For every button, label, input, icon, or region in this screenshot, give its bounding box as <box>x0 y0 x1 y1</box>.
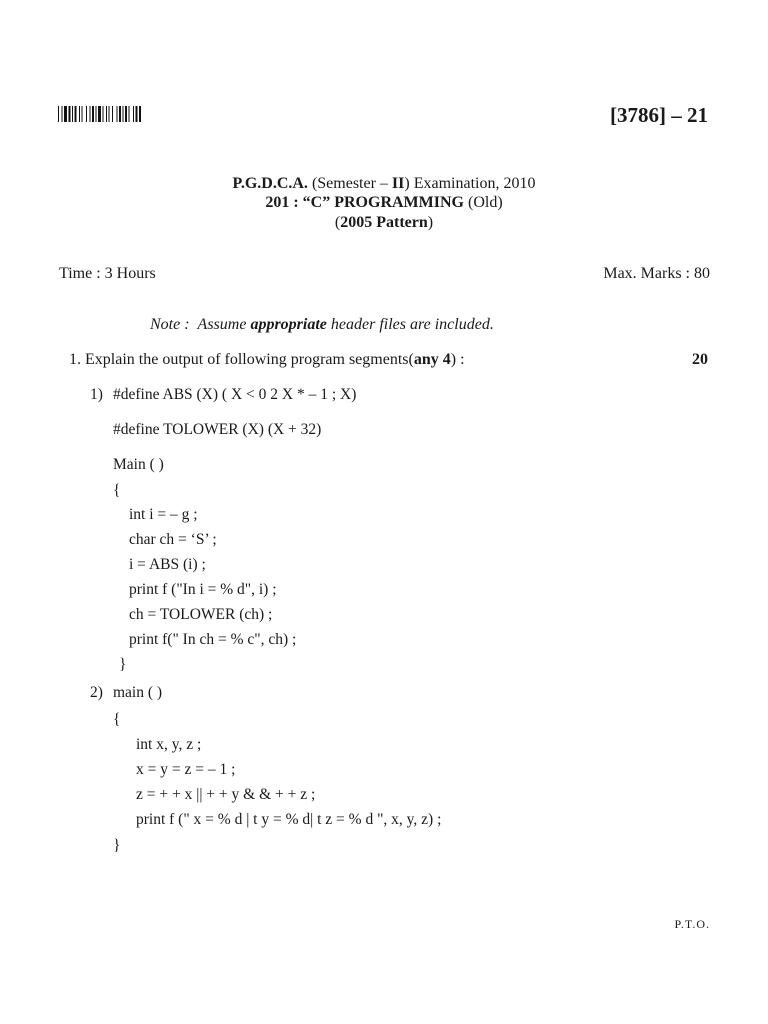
barcode <box>58 106 176 122</box>
question-1-marks: 20 <box>692 351 708 368</box>
exam-title-examination: ) Examination, 2010 <box>404 175 536 192</box>
code-line: int x, y, z ; <box>136 736 202 753</box>
note-text-bold: appropriate <box>250 316 327 333</box>
time-allowed: Time : 3 Hours <box>59 265 156 282</box>
pattern-open-paren: ( <box>334 214 341 231</box>
pattern-close-paren: ) <box>427 214 434 231</box>
page-turn-over: P.T.O. <box>674 917 710 931</box>
exam-title-course: P.G.D.C.A. <box>232 175 308 192</box>
note-label: Note : <box>150 316 190 333</box>
code-line: } <box>113 837 121 854</box>
subject-title-name: 201 : “C” PROGRAMMING <box>265 194 464 211</box>
exam-title <box>0 175 768 193</box>
question-1-text-a: 1. Explain the output of following program segments( <box>69 351 414 368</box>
question-1-text-b: ) : <box>450 351 465 368</box>
code-line: Main ( ) <box>113 456 164 473</box>
code-line: print f(" In ch = % c", ch) ; <box>129 631 297 648</box>
code-line: i = ABS (i) ; <box>129 556 206 573</box>
code-line: int i = – g ; <box>129 506 198 523</box>
question-1-any: any 4 <box>413 351 451 368</box>
code-line: x = y = z = – 1 ; <box>136 761 236 778</box>
pattern-title <box>0 214 768 232</box>
code-line: print f ("In i = % d", i) ; <box>129 581 277 598</box>
program-2-number: 2) <box>90 684 103 701</box>
code-line: } <box>119 656 127 673</box>
note-text-b: header files are included. <box>326 316 494 333</box>
pattern-text: 2005 Pattern <box>340 214 428 231</box>
note-text-a: Assume <box>197 316 251 333</box>
code-line: print f (" x = % d | t y = % d| t z = % d ", x, y, z) ; <box>136 811 442 828</box>
paper-code: [3786] – 21 <box>610 103 708 127</box>
subject-title <box>0 194 768 212</box>
max-marks: Max. Marks : 80 <box>603 265 710 282</box>
code-line: z = + + x || + + y & & + + z ; <box>136 786 316 803</box>
note <box>150 316 494 334</box>
exam-title-semester-prefix: (Semester – <box>307 175 392 192</box>
code-line: char ch = ‘S’ ; <box>129 531 217 548</box>
code-line: #define ABS (X) ( X < 0 2 X * – 1 ; X) <box>113 386 357 403</box>
subject-title-old: (Old) <box>463 194 503 211</box>
program-1-number: 1) <box>90 386 103 403</box>
code-line: #define TOLOWER (X) (X + 32) <box>113 421 322 438</box>
exam-title-semester: II <box>391 175 405 192</box>
code-line: main ( ) <box>113 684 163 701</box>
code-line: { <box>113 482 121 499</box>
code-line: ch = TOLOWER (ch) ; <box>129 606 273 623</box>
question-1 <box>69 351 465 369</box>
code-line: { <box>113 711 121 728</box>
